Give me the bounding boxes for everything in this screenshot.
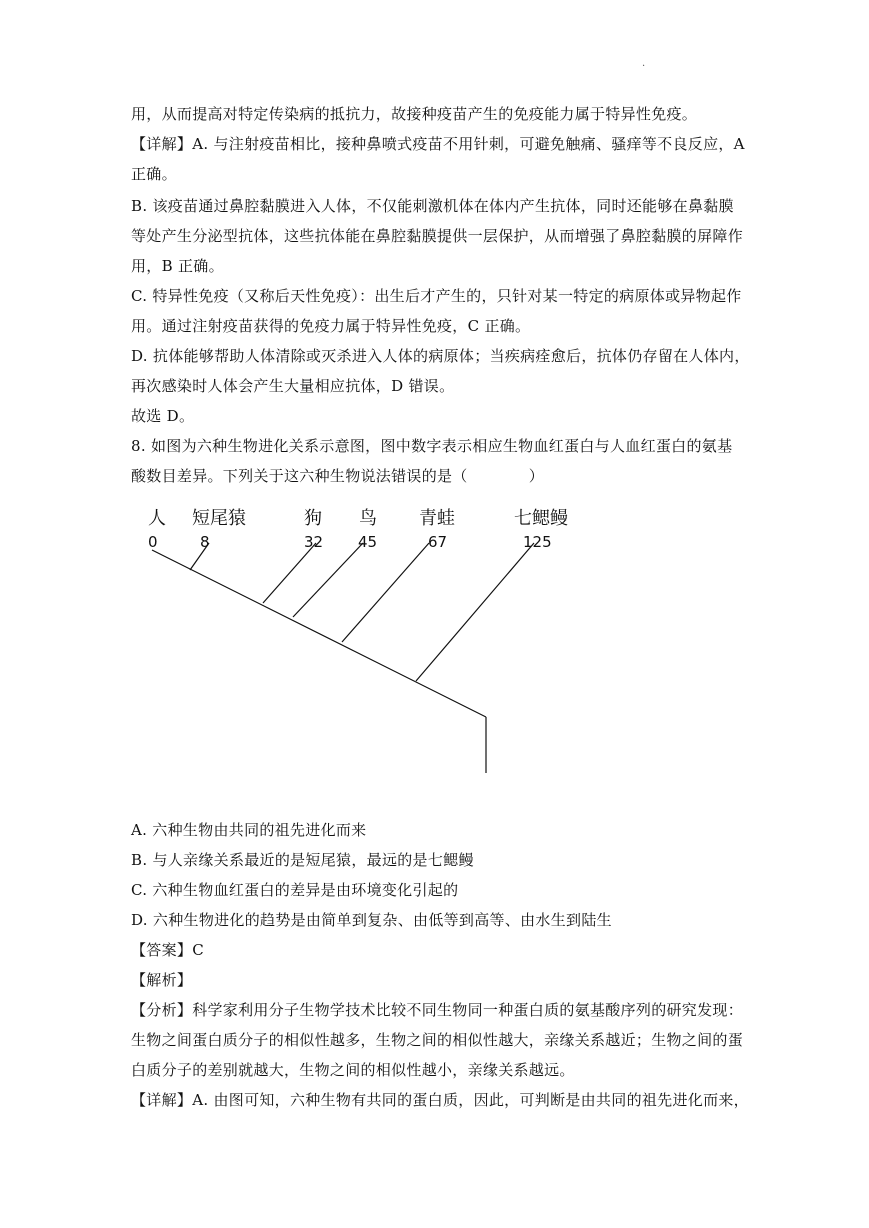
option-d: D. 六种生物进化的趋势是由简单到复杂、由低等到高等、由水生到陆生 — [131, 911, 612, 929]
text-line: 用，从而提高对特定传染病的抵抗力，故接种疫苗产生的免疫能力属于特异性免疫。 — [131, 105, 698, 123]
question-stem: 8. 如图为六种生物进化关系示意图，图中数字表示相应生物血红蛋白与人血红蛋白的氨基 — [131, 437, 733, 455]
branch-line — [416, 543, 534, 681]
text-line: 用，B 正确。 — [131, 257, 224, 275]
header-mark: . — [642, 58, 646, 69]
text-line: 生物之间蛋白质分子的相似性越多，生物之间的相似性越大，亲缘关系越近；生物之间的蛋 — [131, 1031, 744, 1049]
option-c: C. 六种生物血红蛋白的差异是由环境变化引起的 — [131, 881, 459, 899]
difference-value: 125 — [523, 533, 552, 551]
trunk-line — [152, 550, 486, 717]
text-line: 再次感染时人体会产生大量相应抗体，D 错误。 — [131, 377, 455, 395]
text-line: 【详解】A. 由图可知，六种生物有共同的蛋白质，因此，可判断是由共同的祖先进化而来， — [131, 1091, 749, 1109]
text-line: D. 抗体能够帮助人体清除或灭杀进入人体的病原体；当疾病痊愈后，抗体仍存留在人体内， — [131, 347, 750, 365]
organism-label: 人 — [148, 508, 166, 529]
question-stem: 酸数目差异。下列关于这六种生物说法错误的是（ ） — [131, 467, 545, 485]
difference-value: 0 — [148, 533, 158, 551]
difference-value: 8 — [200, 533, 210, 551]
option-b: B. 与人亲缘关系最近的是短尾猿，最远的是七鳃鳗 — [131, 851, 474, 869]
text-line: 正确。 — [131, 165, 177, 183]
branch-line — [293, 543, 363, 617]
branch-line — [342, 543, 429, 642]
analysis-heading: 【解析】 — [131, 971, 193, 989]
text-line: 白质分子的差别就越大，生物之间的相似性越小，亲缘关系越远。 — [131, 1061, 575, 1079]
text-line: 【详解】A. 与注射疫苗相比，接种鼻喷式疫苗不用针刺，可避免触痛、骚痒等不良反应，A — [131, 135, 745, 153]
text-line: 故选 D。 — [131, 407, 195, 425]
branch-line — [263, 543, 316, 603]
difference-value: 45 — [358, 533, 378, 551]
difference-value: 32 — [304, 533, 324, 551]
text-line: 用。通过注射疫苗获得的免疫力属于特异性免疫，C 正确。 — [131, 317, 531, 335]
organism-label: 七鳃鳗 — [514, 508, 568, 529]
organism-label: 狗 — [304, 508, 322, 529]
organism-label: 短尾猿 — [192, 508, 246, 529]
organism-label: 鸟 — [359, 508, 377, 529]
evolution-tree-diagram — [130, 500, 580, 785]
organism-label: 青蛙 — [419, 508, 455, 529]
text-line: B. 该疫苗通过鼻腔黏膜进入人体，不仅能刺激机体在体内产生抗体，同时还能够在鼻黏膜 — [131, 197, 734, 215]
option-a: A. 六种生物由共同的祖先进化而来 — [131, 821, 367, 839]
text-line: 等处产生分泌型抗体，这些抗体能在鼻腔黏膜提供一层保护，从而增强了鼻腔黏膜的屏障作 — [131, 227, 744, 245]
text-line: 【分析】科学家利用分子生物学技术比较不同生物同一种蛋白质的氨基酸序列的研究发现： — [131, 1001, 744, 1019]
difference-value: 67 — [428, 533, 448, 551]
answer-line: 【答案】C — [131, 941, 204, 959]
text-line: C. 特异性免疫（又称后天性免疫）：出生后才产生的，只针对某一特定的病原体或异物起作 — [131, 287, 742, 305]
